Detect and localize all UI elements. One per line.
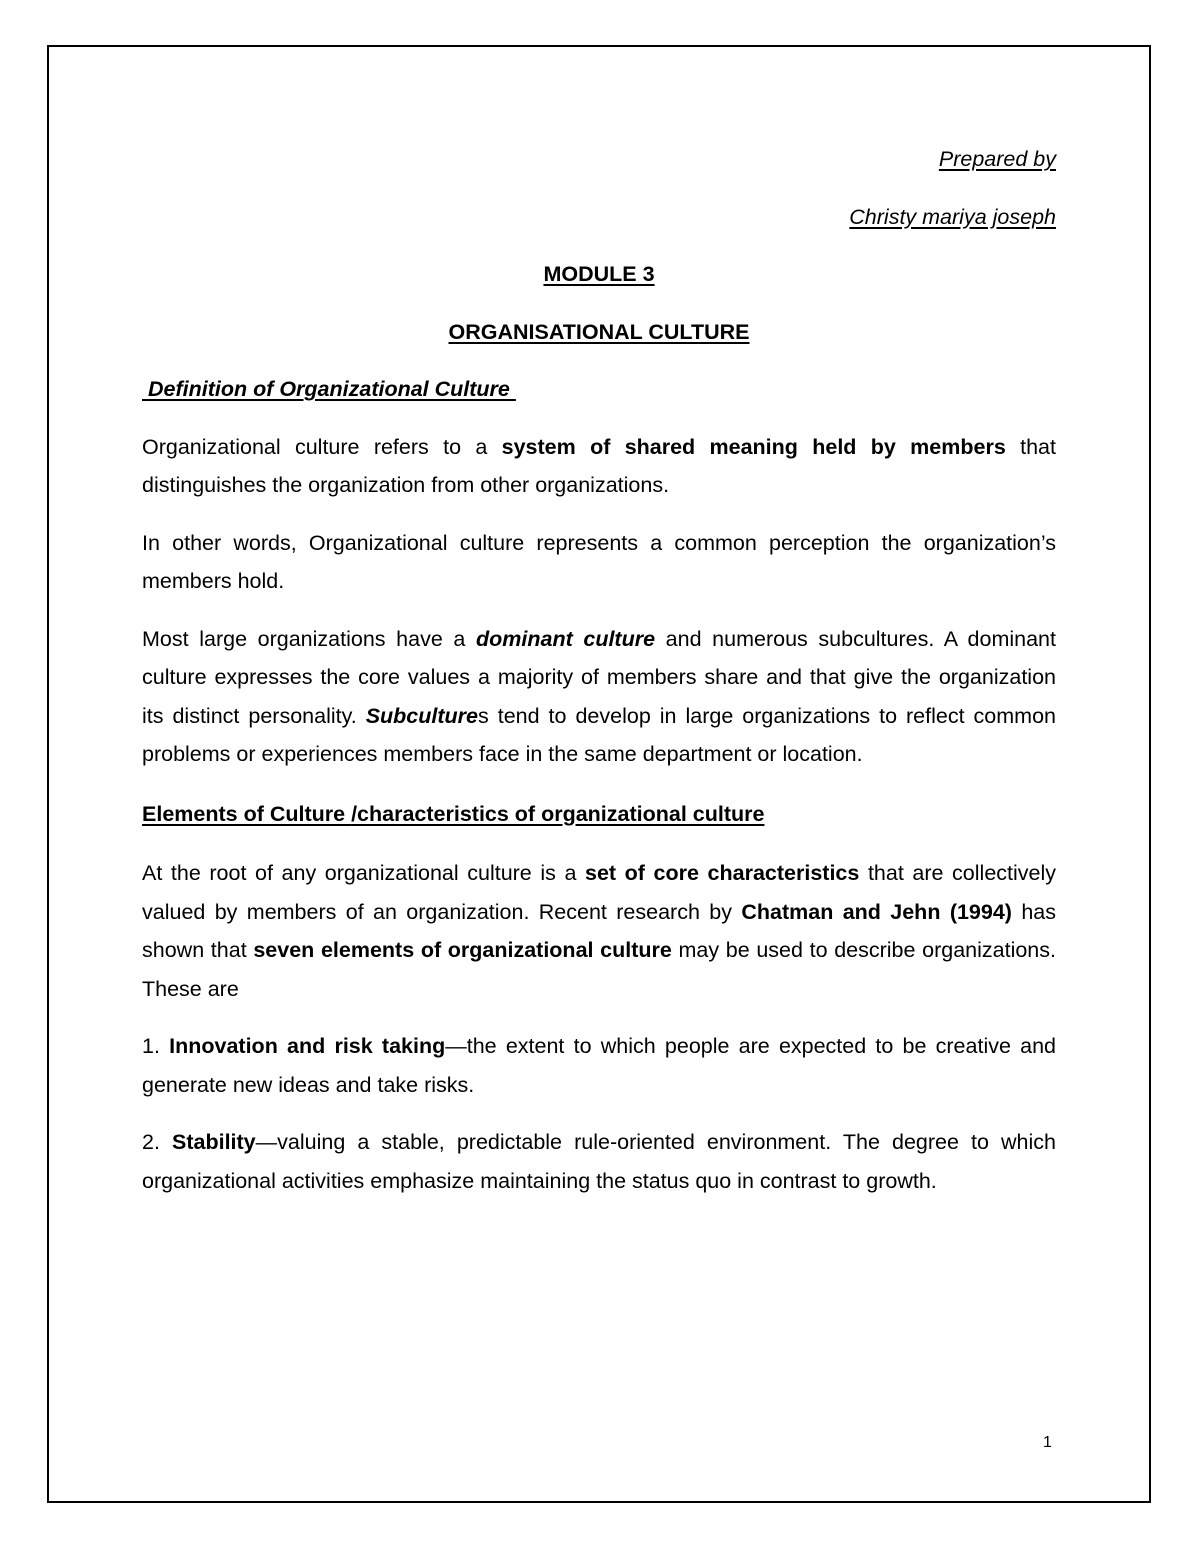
- elements-intro-paragraph: At the root of any organizational culture is a set of core characteristics that are collectively valued by members of an organization. Recent research by Chatman and Jehn (1994) has shown that seven elements of organizational culture may be used to describe organizations. These are: [142, 861, 1057, 1001]
- topic-title: ORGANISATIONAL CULTURE: [448, 319, 750, 344]
- document-content: [142, 140, 1056, 1200]
- list-item: 1. Innovation and risk taking—the extent to which people are expected to be creative and generate new ideas and take risks.: [142, 1034, 1057, 1097]
- prepared-by: Prepared by: [938, 147, 1056, 171]
- definition-paragraph-1: Organizational culture refers to a system of shared meaning held by members that distinguishes the organization from other organizations.: [142, 434, 1056, 497]
- author-name: Christy mariya joseph: [849, 204, 1056, 229]
- definition-heading: Definition of Organizational Culture: [142, 377, 516, 401]
- module-title: MODULE 3: [543, 262, 655, 286]
- list-item: 2. Stability—valuing a stable, predictable rule-oriented environment. The degree to which organizational activities emphasize maintaining the status quo in contrast to growth.: [142, 1130, 1056, 1193]
- elements-heading: Elements of Culture /characteristics of organizational culture: [142, 801, 765, 826]
- page-number: 1: [1043, 1434, 1052, 1451]
- definition-paragraph-2: In other words, Organizational culture represents a common perception the organization’s members hold.: [142, 530, 1056, 593]
- definition-paragraph-3: Most large organizations have a dominant culture and numerous subcultures. A dominant culture expresses the core values a majority of members share and that give the organization its distinct personality. Subcultures tend to develop in large organizations to reflect common problems or experiences members face in the same department or location.: [142, 626, 1056, 766]
